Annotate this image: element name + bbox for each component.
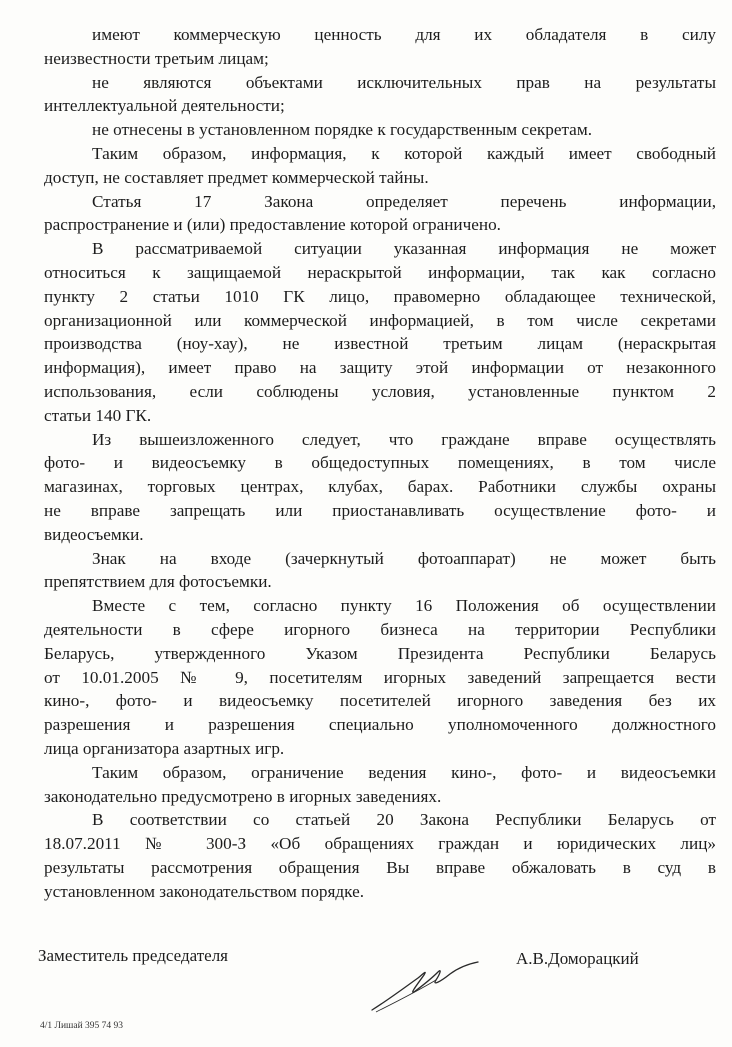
text-line: Беларусь, утвержденного Указом Президента Республики Беларусь [44, 643, 716, 663]
text-line: не являются объектами исключительных прав на результаты [92, 72, 716, 92]
text-line: производства (ноу-хау), не известной третьим лицам (нераскрытая [44, 334, 716, 354]
text-line: Таким образом, ограничение ведения кино-, фото- и видеосъемки [92, 762, 716, 782]
text-line: результаты рассмотрения обращения Вы вправе обжаловать в суд в [44, 858, 716, 877]
text-line: 18.07.2011 № 300-З «Об обращениях граждан и юридических лиц» [44, 834, 716, 854]
text-line: Знак на входе (зачеркнутый фотоаппарат) не может быть [92, 548, 716, 568]
handwritten-signature [366, 958, 486, 1018]
text-line: организационной или коммерческой информацией, в том числе секретами [44, 310, 716, 330]
text-line: кино-, фото- и видеосъемку посетителей игорного заведения без их [44, 691, 716, 711]
text-line: использования, если соблюдены условия, установленные пунктом 2 [44, 382, 716, 401]
text-line: В соответствии со статьей 20 Закона Республики Беларусь от [92, 810, 716, 830]
text-line: пункту 2 статьи 1010 ГК лицо, правомерно обладающее технической, [44, 286, 716, 306]
text-line: лица организатора азартных игр. [44, 739, 285, 758]
text-line: Статья 17 Закона определяет перечень информации, [92, 191, 716, 211]
text-line: относиться к защищаемой нераскрытой информации, так как согласно [44, 263, 716, 282]
text-line: не отнесены в установленном порядке к государственным секретам. [92, 120, 592, 140]
signatory-title: Заместитель председателя [38, 946, 228, 965]
text-line: доступ, не составляет предмет коммерческой тайны. [44, 167, 429, 187]
text-line: Таким образом, информация, к которой каждый имеет свободный [92, 144, 716, 163]
text-line: установленном законодательством порядке. [44, 881, 365, 901]
text-line: видеосъемки. [44, 524, 144, 544]
text-line: не вправе запрещать или приостанавливать осуществление фото- и [44, 501, 716, 520]
text-line: имеют коммерческую ценность для их обладателя в силу [92, 25, 716, 44]
text-line: магазинах, торговых центрах, клубах, барах. Работники службы охраны [44, 477, 716, 497]
text-line: препятствием для фотосъемки. [44, 572, 272, 592]
text-line: информация), имеет право на защиту этой информации от незаконного [44, 358, 716, 378]
text-line: интеллектуальной деятельности; [44, 96, 285, 116]
text-line: Из вышеизложенного следует, что граждане вправе осуществлять [92, 429, 716, 449]
text-line: неизвестности третьим лицам; [44, 48, 269, 68]
text-line: фото- и видеосъемку в общедоступных помещениях, в том числе [44, 453, 716, 473]
text-line: законодательно предусмотрено в игорных заведениях. [44, 786, 442, 806]
text-line: распространение и (или) предоставление которой ограничено. [44, 215, 501, 235]
text-line: деятельности в сфере игорного бизнеса на территории Республики [44, 620, 716, 639]
text-line: статьи 140 ГК. [44, 405, 152, 425]
text-line: от 10.01.2005 № 9, посетителям игорных заведений запрещается вести [44, 667, 716, 687]
text-line: Вместе с тем, согласно пункту 16 Положения об осуществлении [92, 596, 716, 616]
text-line: разрешения и разрешения специально уполномоченного должностного [44, 715, 716, 735]
footer-note: 4/1 Лишай 395 74 93 [40, 1021, 124, 1031]
signatory-name: А.В.Доморацкий [516, 949, 639, 968]
text-line: В рассматриваемой ситуации указанная информация не может [92, 239, 716, 259]
